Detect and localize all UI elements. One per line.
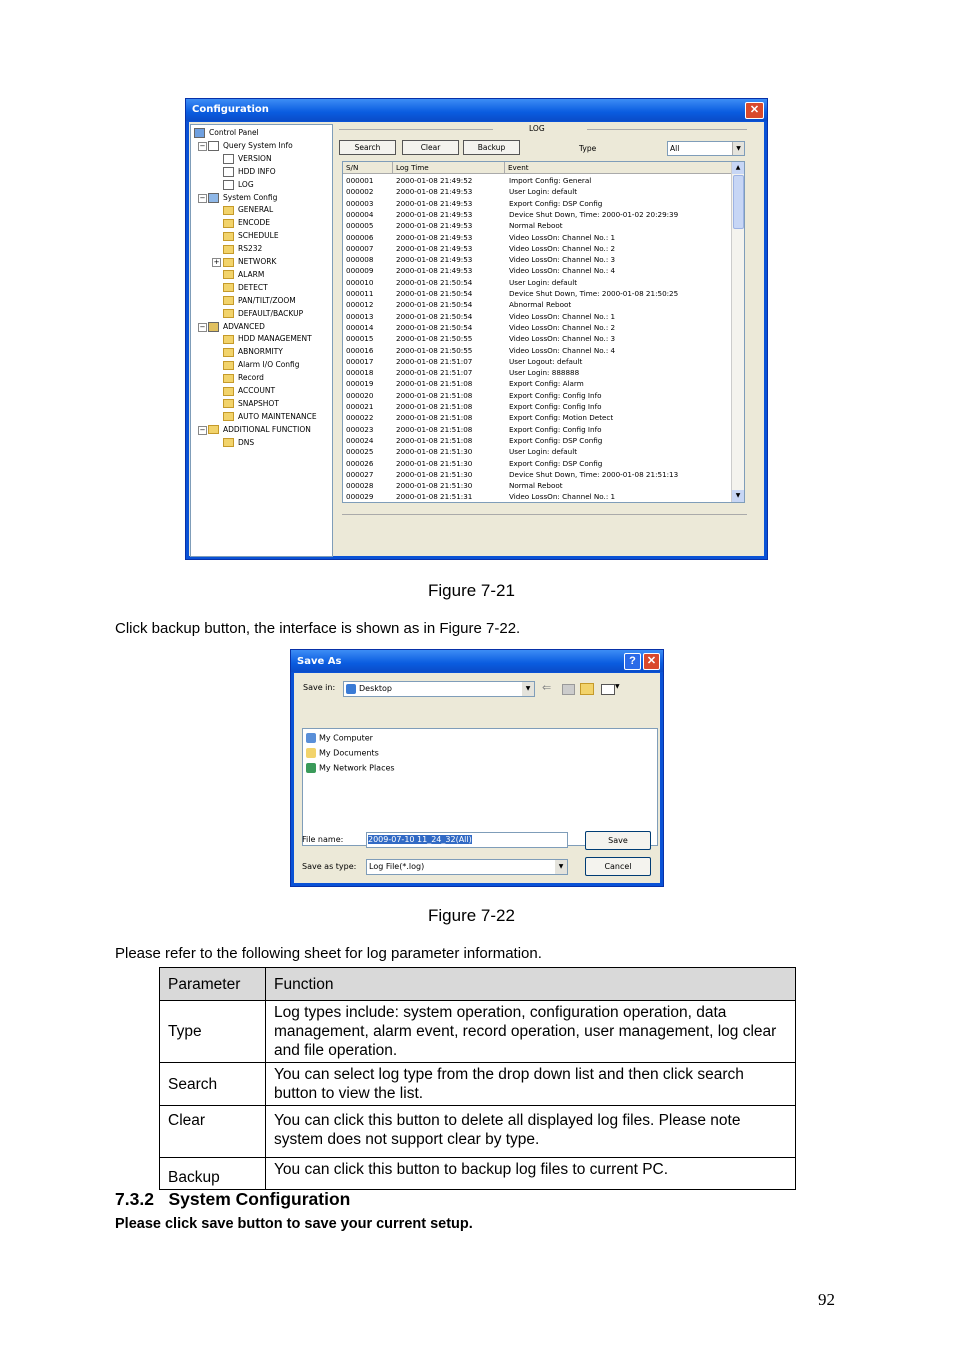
sn-cell: 000001	[346, 176, 374, 185]
event-cell: Video LossOn: Channel No.: 1	[509, 232, 616, 242]
log-group-label: LOG	[529, 124, 545, 133]
sn-cell: 000005	[346, 221, 374, 231]
tree-item-label: PAN/TILT/ZOOM	[238, 295, 296, 305]
sn-cell: 000004	[346, 209, 374, 219]
section-heading: 7.3.2 System Configuration	[115, 1189, 351, 1209]
tree-item[interactable]	[223, 398, 279, 410]
close-icon[interactable]: ✕	[745, 102, 764, 119]
tree-item-label: ACCOUNT	[238, 386, 276, 395]
paragraph-backup: Click backup button, the interface is shown as in Figure 7-22.	[115, 620, 521, 637]
list-item-label: My Network Places	[319, 763, 395, 773]
folder-icon	[223, 309, 234, 318]
column-header-log-time[interactable]: Log Time	[393, 162, 505, 174]
tree-item-label: HDD MANAGEMENT	[238, 334, 312, 344]
param-cell: Backup	[160, 1158, 266, 1190]
tree-item-label: NETWORK	[238, 257, 277, 266]
tree-item[interactable]	[223, 411, 317, 423]
log-time-cell: 2000-01-08 21:49:53	[396, 243, 473, 253]
save-in-select[interactable]	[343, 681, 535, 697]
type-select-value: All	[670, 144, 680, 153]
tree-item-label: VERSION	[238, 153, 272, 163]
folder-icon	[208, 425, 219, 434]
tree-item-label: Record	[238, 373, 264, 383]
log-time-cell: 2000-01-08 21:49:53	[396, 198, 473, 208]
save-as-dialog	[290, 649, 664, 887]
header-function: Function	[266, 968, 796, 1001]
sn-cell: 000026	[346, 458, 374, 468]
tree-item-label: LOG	[238, 179, 254, 189]
log-time-cell: 2000-01-08 21:51:08	[396, 402, 473, 411]
log-time-cell: 2000-01-08 21:49:53	[396, 266, 473, 276]
computer-icon	[194, 128, 205, 138]
view-dropdown-icon[interactable]: ▼	[615, 683, 620, 690]
event-cell: Video LossOn: Channel No.: 4	[509, 345, 616, 355]
scroll-thumb[interactable]	[733, 175, 744, 229]
event-cell: User Login: 888888	[509, 368, 580, 378]
table-row	[160, 1063, 796, 1106]
page-number: 92	[818, 1290, 835, 1309]
tree-item[interactable]	[223, 217, 270, 229]
event-cell: Import Config: General	[509, 176, 592, 185]
folder-icon	[223, 206, 234, 215]
tree-item[interactable]	[199, 140, 293, 152]
sn-cell: 000002	[346, 187, 374, 197]
collapse-icon[interactable]: −	[199, 193, 206, 202]
log-time-cell: 2000-01-08 21:51:08	[396, 379, 473, 389]
folder-icon	[223, 374, 234, 383]
event-cell: Video LossOn: Channel No.: 1	[509, 492, 616, 502]
tree-item[interactable]	[223, 166, 276, 178]
scroll-up-icon[interactable]: ▲	[732, 162, 744, 174]
tree-item-label: ADDITIONAL FUNCTION	[223, 424, 311, 434]
event-cell: Device Shut Down, Time: 2000-01-08 21:51:13	[509, 469, 679, 479]
param-cell: Type	[160, 1001, 266, 1063]
event-cell: Device Shut Down, Time: 2000-01-08 21:50:25	[509, 289, 679, 298]
param-cell: Search	[160, 1063, 266, 1106]
table-row	[160, 1106, 796, 1158]
column-header-event[interactable]: Event	[505, 162, 733, 174]
list-item[interactable]	[306, 763, 395, 773]
tree-item-label: Query System Info	[223, 140, 293, 150]
save-in-value: Desktop	[359, 684, 392, 693]
tree-item[interactable]	[223, 385, 275, 397]
back-arrow-icon[interactable]: ⇐	[542, 681, 552, 694]
event-cell: User Login: default	[509, 277, 578, 287]
sn-cell: 000018	[346, 368, 374, 378]
view-menu-icon[interactable]	[601, 684, 615, 695]
tree-item-label: ALARM	[238, 269, 265, 279]
folder-icon	[223, 361, 234, 370]
page-icon	[223, 167, 234, 177]
window-title: Configuration	[192, 104, 269, 115]
close-icon[interactable]: ✕	[643, 653, 660, 670]
event-cell: Export Config: DSP Config	[509, 198, 603, 208]
tree-item-label: Control Panel	[209, 128, 259, 137]
dialog-client	[294, 673, 660, 883]
folder-icon	[223, 296, 234, 305]
network-icon	[306, 763, 316, 773]
tree-item[interactable]	[223, 346, 283, 358]
log-time-cell: 2000-01-08 21:50:55	[396, 345, 473, 355]
folder-icon	[223, 219, 234, 228]
sn-cell: 000007	[346, 243, 374, 253]
file-name-value: 2009-07-10 11_24_32(All)	[368, 835, 472, 844]
up-folder-icon[interactable]	[562, 684, 575, 695]
event-cell: Video LossOn: Channel No.: 2	[509, 322, 616, 332]
folder-icon	[223, 232, 234, 241]
log-time-cell: 2000-01-08 21:51:30	[396, 458, 473, 468]
folder-icon	[223, 399, 234, 408]
sn-cell: 000022	[346, 413, 374, 423]
table-row	[160, 1158, 796, 1190]
tree-item-label: System Config	[223, 192, 278, 202]
folder-icon	[223, 283, 234, 292]
save-type-value: Log File(*.log)	[369, 862, 425, 871]
event-cell: Export Config: Config Info	[509, 424, 602, 434]
sn-cell: 000016	[346, 345, 374, 355]
title-bar	[291, 650, 663, 672]
log-time-cell: 2000-01-08 21:51:30	[396, 469, 473, 479]
log-list[interactable]	[342, 161, 745, 503]
dialog-title: Save As	[297, 656, 342, 667]
tree-item[interactable]	[223, 359, 300, 371]
type-label: Type	[579, 144, 597, 153]
configuration-window	[185, 98, 768, 560]
log-time-cell: 2000-01-08 21:50:54	[396, 289, 473, 298]
sn-cell: 000015	[346, 334, 374, 344]
folder-icon	[223, 270, 234, 279]
sn-cell: 000012	[346, 300, 374, 310]
tree-item-label: Alarm I/O Config	[238, 360, 300, 370]
advanced-icon	[208, 322, 219, 332]
event-cell: Video LossOn: Channel No.: 3	[509, 334, 616, 344]
sn-cell: 000027	[346, 469, 374, 479]
bold-note: Please click save button to save your current setup.	[115, 1216, 473, 1232]
param-cell: Clear	[160, 1106, 266, 1158]
tree-item-label: GENERAL	[238, 205, 274, 215]
save-type-select[interactable]	[366, 859, 568, 875]
tree-item[interactable]	[223, 230, 279, 242]
table-header-row	[160, 968, 796, 1001]
sn-cell: 000009	[346, 266, 374, 276]
event-cell: Export Config: DSP Config	[509, 435, 603, 445]
scroll-down-icon[interactable]: ▼	[732, 490, 744, 502]
paragraph-sheet: Please refer to the following sheet for log parameter information.	[115, 945, 542, 962]
chevron-down-icon[interactable]: ▼	[555, 860, 567, 874]
log-time-cell: 2000-01-08 21:51:08	[396, 424, 473, 434]
log-time-cell: 2000-01-08 21:50:54	[396, 322, 473, 332]
sn-cell: 000019	[346, 379, 374, 389]
config-icon	[208, 193, 219, 203]
tree-item[interactable]	[223, 179, 254, 191]
new-folder-icon[interactable]	[580, 683, 594, 695]
tree-item[interactable]	[223, 153, 272, 165]
desktop-icon	[346, 684, 356, 694]
file-name-input[interactable]	[366, 832, 568, 848]
log-time-cell: 2000-01-08 21:49:53	[396, 232, 473, 242]
list-item[interactable]	[306, 733, 373, 743]
tree-item[interactable]	[223, 372, 264, 384]
sn-cell: 000006	[346, 232, 374, 242]
tree-item[interactable]	[223, 437, 254, 449]
group-line-left	[339, 129, 493, 130]
log-time-cell: 2000-01-08 21:49:53	[396, 255, 473, 265]
file-list[interactable]	[302, 728, 658, 846]
type-select[interactable]	[667, 141, 745, 156]
sn-cell: 000028	[346, 481, 374, 491]
chevron-down-icon[interactable]: ▼	[522, 682, 534, 696]
tree-item-label: ABNORMITY	[238, 347, 283, 357]
tree-item-label: HDD INFO	[238, 166, 276, 176]
event-cell: Video LossOn: Channel No.: 4	[509, 266, 616, 276]
tree-item[interactable]	[199, 192, 278, 204]
header-parameter: Parameter	[160, 968, 266, 1001]
file-name-label: File name:	[302, 835, 344, 844]
event-cell: Device Shut Down, Time: 2000-01-02 20:29:39	[509, 209, 679, 219]
event-cell: User Logout: default	[509, 356, 583, 366]
expand-icon[interactable]: +	[213, 258, 220, 266]
save-button[interactable]: Save	[585, 831, 651, 850]
tree-item-label: DETECT	[238, 282, 268, 292]
documents-icon	[306, 748, 316, 758]
event-cell: Video LossOn: Channel No.: 2	[509, 243, 616, 253]
sn-cell: 000029	[346, 492, 374, 502]
folder-icon	[223, 387, 234, 396]
tree-item-label: SCHEDULE	[238, 231, 279, 241]
tree-item-label: ENCODE	[238, 218, 271, 228]
sn-cell: 000023	[346, 424, 374, 434]
sn-cell: 000010	[346, 277, 374, 287]
log-time-cell: 2000-01-08 21:50:54	[396, 277, 473, 287]
function-cell: Log types include: system operation, configuration operation, data management, alarm event, record operation, user management, log clear and file operation.	[266, 1001, 796, 1063]
sn-cell: 000014	[346, 322, 374, 332]
function-cell: You can click this button to delete all displayed log files. Please note system does not support clear by type.	[266, 1106, 796, 1158]
event-cell: Normal Reboot	[509, 481, 563, 491]
tree-item[interactable]	[223, 269, 264, 281]
event-cell: Export Config: DSP Config	[509, 458, 603, 468]
log-time-cell: 2000-01-08 21:51:07	[396, 368, 473, 378]
tree-item-label: RS232	[238, 244, 263, 254]
event-cell: Export Config: Config Info	[509, 390, 602, 400]
title-bar	[186, 99, 767, 121]
function-cell: You can click this button to backup log files to current PC.	[266, 1158, 796, 1190]
sn-cell: 000021	[346, 402, 374, 411]
chevron-down-icon[interactable]: ▼	[732, 142, 744, 155]
group-line-right	[587, 129, 747, 130]
log-time-cell: 2000-01-08 21:49:52	[396, 176, 473, 185]
event-cell: Export Config: Alarm	[509, 379, 584, 389]
figure-caption-7-21: Figure 7-21	[428, 581, 515, 600]
log-time-cell: 2000-01-08 21:51:30	[396, 481, 473, 491]
log-time-cell: 2000-01-08 21:49:53	[396, 221, 473, 231]
event-cell: Video LossOn: Channel No.: 1	[509, 311, 616, 321]
divider	[342, 514, 747, 515]
page-icon	[208, 141, 219, 151]
backup-button[interactable]: Backup	[463, 140, 520, 155]
table-row	[160, 1001, 796, 1063]
config-tree	[190, 124, 333, 557]
tree-item[interactable]	[223, 282, 268, 294]
tree-item[interactable]	[223, 333, 312, 345]
log-time-cell: 2000-01-08 21:51:08	[396, 413, 473, 423]
collapse-icon[interactable]: −	[199, 141, 206, 150]
figure-caption-7-22: Figure 7-22	[428, 906, 515, 925]
folder-icon	[223, 438, 234, 447]
parameter-table	[159, 967, 796, 1190]
tree-item[interactable]	[223, 295, 296, 307]
tree-item[interactable]	[223, 243, 262, 255]
event-cell: Abnormal Reboot	[509, 300, 572, 310]
log-time-cell: 2000-01-08 21:49:53	[396, 187, 473, 197]
log-time-cell: 2000-01-08 21:51:08	[396, 390, 473, 400]
event-cell: User Login: default	[509, 187, 578, 197]
collapse-icon[interactable]: −	[199, 425, 206, 434]
event-cell: User Login: default	[509, 447, 578, 457]
window-client	[189, 122, 764, 556]
help-icon[interactable]: ?	[624, 653, 641, 670]
vertical-scrollbar[interactable]	[731, 162, 744, 502]
tree-item-label: AUTO MAINTENANCE	[238, 411, 317, 421]
list-item-label: My Documents	[319, 748, 379, 758]
clear-button[interactable]: Clear	[402, 140, 459, 155]
sn-cell: 000024	[346, 435, 374, 445]
event-cell: Normal Reboot	[509, 221, 563, 231]
save-type-label: Save as type:	[302, 862, 357, 871]
page-icon	[223, 180, 234, 190]
tree-item-label: SNAPSHOT	[238, 398, 279, 408]
tree-item[interactable]	[194, 127, 259, 139]
log-time-cell: 2000-01-08 21:51:31	[396, 492, 473, 502]
page-icon	[223, 154, 234, 164]
list-item[interactable]	[306, 748, 379, 758]
event-cell: Video LossOn: Channel No.: 3	[509, 255, 616, 265]
log-time-cell: 2000-01-08 21:50:54	[396, 311, 473, 321]
computer-icon	[306, 733, 316, 743]
tree-item[interactable]	[223, 204, 273, 216]
search-button[interactable]: Search	[339, 140, 396, 155]
sn-cell: 000008	[346, 255, 374, 265]
log-time-cell: 2000-01-08 21:50:55	[396, 334, 473, 344]
sn-cell: 000025	[346, 447, 374, 457]
folder-icon	[223, 335, 234, 344]
tree-item[interactable]	[199, 321, 265, 333]
sn-cell: 000011	[346, 289, 374, 298]
sn-cell: 000017	[346, 356, 374, 366]
column-header-sn[interactable]: S/N	[343, 162, 393, 174]
sn-cell: 000020	[346, 390, 374, 400]
log-time-cell: 2000-01-08 21:51:30	[396, 447, 473, 457]
list-item-label: My Computer	[319, 733, 373, 743]
folder-icon	[223, 412, 234, 421]
tree-item-label: DNS	[238, 437, 255, 447]
tree-item[interactable]	[223, 308, 303, 320]
log-time-cell: 2000-01-08 21:49:53	[396, 209, 473, 219]
log-time-cell: 2000-01-08 21:50:54	[396, 300, 473, 310]
event-cell: Export Config: Config Info	[509, 402, 602, 411]
event-cell: Export Config: Motion Detect	[509, 413, 614, 423]
tree-item[interactable]	[199, 424, 311, 436]
sn-cell: 000013	[346, 311, 374, 321]
folder-icon	[223, 258, 234, 267]
folder-icon	[223, 245, 234, 254]
cancel-button[interactable]: Cancel	[585, 857, 651, 876]
function-cell: You can select log type from the drop down list and then click search button to view the list.	[266, 1063, 796, 1106]
log-time-cell: 2000-01-08 21:51:08	[396, 435, 473, 445]
save-in-label: Save in:	[303, 683, 336, 692]
log-time-cell: 2000-01-08 21:51:07	[396, 356, 473, 366]
tree-item[interactable]	[213, 256, 277, 268]
folder-icon	[223, 348, 234, 357]
sn-cell: 000003	[346, 198, 374, 208]
tree-item-label: DEFAULT/BACKUP	[238, 308, 304, 318]
collapse-icon[interactable]: −	[199, 322, 206, 331]
tree-item-label: ADVANCED	[223, 321, 265, 331]
